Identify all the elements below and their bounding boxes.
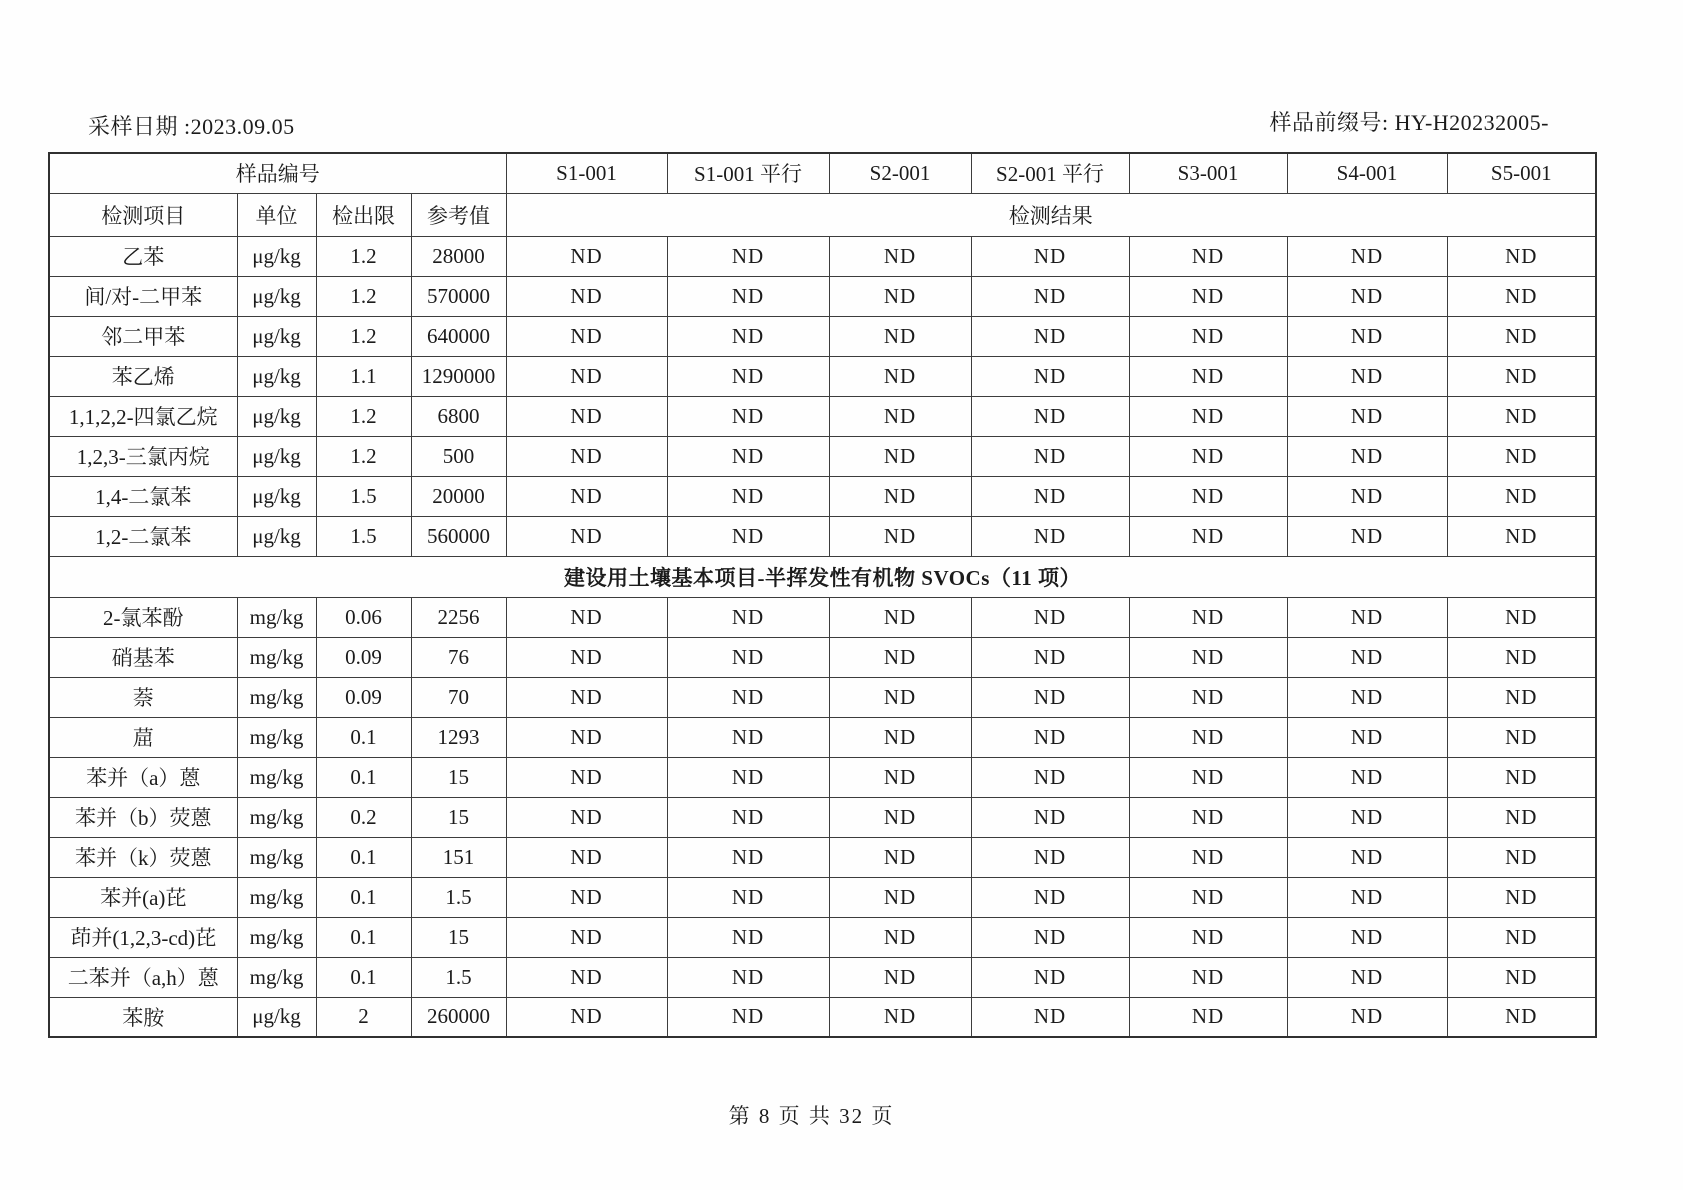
result-cell: ND	[971, 917, 1129, 957]
detection-limit-cell: 1.2	[316, 316, 411, 356]
result-cell: ND	[829, 997, 971, 1037]
result-cell: ND	[1129, 516, 1287, 556]
result-cell: ND	[506, 637, 667, 677]
analyte-row	[49, 837, 1596, 877]
reference-value-cell: 70	[411, 677, 506, 717]
reference-value-cell: 151	[411, 837, 506, 877]
reference-value-cell: 15	[411, 917, 506, 957]
result-cell: ND	[506, 396, 667, 436]
analyte-row	[49, 597, 1596, 637]
analyte-name-cell: 苯胺	[49, 997, 237, 1037]
unit-cell: μg/kg	[237, 396, 316, 436]
result-cell: ND	[829, 957, 971, 997]
unit-cell: μg/kg	[237, 236, 316, 276]
result-cell: ND	[1287, 476, 1447, 516]
result-cell: ND	[667, 957, 829, 997]
result-cell: ND	[1447, 637, 1596, 677]
result-cell: ND	[506, 436, 667, 476]
analyte-name-cell: 间/对-二甲苯	[49, 276, 237, 316]
reference-value-cell: 1.5	[411, 877, 506, 917]
section-title: 建设用土壤基本项目-半挥发性有机物 SVOCs（11 项）	[49, 556, 1596, 597]
result-cell: ND	[667, 276, 829, 316]
result-cell: ND	[829, 917, 971, 957]
unit-cell: μg/kg	[237, 356, 316, 396]
reference-value-cell: 28000	[411, 236, 506, 276]
detection-limit-cell: 0.1	[316, 757, 411, 797]
result-cell: ND	[829, 236, 971, 276]
result-cell: ND	[1447, 957, 1596, 997]
result-cell: ND	[971, 637, 1129, 677]
result-cell: ND	[1287, 597, 1447, 637]
result-cell: ND	[1129, 797, 1287, 837]
result-cell: ND	[971, 436, 1129, 476]
analyte-row	[49, 396, 1596, 436]
result-cell: ND	[1447, 917, 1596, 957]
reference-value-cell: 640000	[411, 316, 506, 356]
result-cell: ND	[1129, 757, 1287, 797]
result-cell: ND	[829, 797, 971, 837]
result-cell: ND	[1129, 637, 1287, 677]
result-cell: ND	[506, 356, 667, 396]
result-cell: ND	[506, 837, 667, 877]
result-cell: ND	[1447, 516, 1596, 556]
result-cell: ND	[971, 997, 1129, 1037]
detection-limit-cell: 1.5	[316, 476, 411, 516]
sample-column-header: S5-001	[1447, 153, 1596, 193]
detection-limit-cell: 0.1	[316, 877, 411, 917]
result-cell: ND	[1287, 757, 1447, 797]
result-cell: ND	[506, 877, 667, 917]
analyte-name-cell: 苯并(a)芘	[49, 877, 237, 917]
result-cell: ND	[829, 276, 971, 316]
analyte-row	[49, 997, 1596, 1037]
result-cell: ND	[667, 877, 829, 917]
detection-limit-cell: 1.2	[316, 436, 411, 476]
unit-cell: mg/kg	[237, 757, 316, 797]
result-cell: ND	[1287, 797, 1447, 837]
result-cell: ND	[1129, 837, 1287, 877]
unit-cell: mg/kg	[237, 637, 316, 677]
result-cell: ND	[667, 516, 829, 556]
page-number: 第 8 页 共 32 页	[728, 1104, 895, 1128]
analyte-name-cell: 苯并（b）荧蒽	[49, 797, 237, 837]
analyte-name-cell: 1,2,3-三氯丙烷	[49, 436, 237, 476]
result-cell: ND	[1129, 877, 1287, 917]
detection-limit-cell: 0.06	[316, 597, 411, 637]
detection-limit-cell: 0.1	[316, 957, 411, 997]
result-cell: ND	[971, 516, 1129, 556]
analyte-name-cell: 1,2-二氯苯	[49, 516, 237, 556]
result-cell: ND	[971, 476, 1129, 516]
result-cell: ND	[1447, 396, 1596, 436]
detection-limit-cell: 0.09	[316, 637, 411, 677]
result-cell: ND	[829, 877, 971, 917]
result-cell: ND	[1287, 637, 1447, 677]
analyte-row	[49, 516, 1596, 556]
result-cell: ND	[1447, 797, 1596, 837]
reference-value-cell: 500	[411, 436, 506, 476]
result-cell: ND	[971, 957, 1129, 997]
result-cell: ND	[506, 597, 667, 637]
sample-column-header: S2-001	[829, 153, 971, 193]
result-cell: ND	[506, 677, 667, 717]
result-cell: ND	[1129, 316, 1287, 356]
unit-cell: μg/kg	[237, 276, 316, 316]
analyte-row	[49, 236, 1596, 276]
result-cell: ND	[829, 637, 971, 677]
result-cell: ND	[667, 236, 829, 276]
reference-value-cell: 15	[411, 757, 506, 797]
result-cell: ND	[1129, 396, 1287, 436]
analyte-row	[49, 276, 1596, 316]
result-cell: ND	[1129, 717, 1287, 757]
analyte-row	[49, 877, 1596, 917]
result-cell: ND	[829, 516, 971, 556]
reference-value-cell: 20000	[411, 476, 506, 516]
result-cell: ND	[1287, 677, 1447, 717]
unit-cell: mg/kg	[237, 837, 316, 877]
result-cell: ND	[506, 236, 667, 276]
result-cell: ND	[506, 957, 667, 997]
detection-limit-header: 检出限	[316, 193, 411, 236]
result-cell: ND	[829, 476, 971, 516]
result-cell: ND	[1447, 316, 1596, 356]
detection-limit-cell: 1.2	[316, 396, 411, 436]
result-cell: ND	[971, 717, 1129, 757]
reference-value-cell: 1.5	[411, 957, 506, 997]
reference-value-header: 参考值	[411, 193, 506, 236]
result-cell: ND	[506, 516, 667, 556]
result-cell: ND	[1129, 436, 1287, 476]
result-cell: ND	[1129, 997, 1287, 1037]
test-item-header: 检测项目	[49, 193, 237, 236]
result-cell: ND	[506, 717, 667, 757]
sample-column-header: S1-001 平行	[667, 153, 829, 193]
result-cell: ND	[667, 637, 829, 677]
result-cell: ND	[971, 597, 1129, 637]
result-cell: ND	[1129, 677, 1287, 717]
analyte-name-cell: 邻二甲苯	[49, 316, 237, 356]
reference-value-cell: 560000	[411, 516, 506, 556]
result-cell: ND	[506, 917, 667, 957]
unit-cell: mg/kg	[237, 597, 316, 637]
result-cell: ND	[1447, 997, 1596, 1037]
result-cell: ND	[506, 476, 667, 516]
result-cell: ND	[971, 236, 1129, 276]
result-cell: ND	[667, 677, 829, 717]
analyte-row	[49, 917, 1596, 957]
reference-value-cell: 76	[411, 637, 506, 677]
analyte-row	[49, 316, 1596, 356]
result-cell: ND	[667, 757, 829, 797]
result-cell: ND	[506, 757, 667, 797]
analyte-name-cell: 萘	[49, 677, 237, 717]
analyte-row	[49, 717, 1596, 757]
sample-column-header: S1-001	[506, 153, 667, 193]
reference-value-cell: 1290000	[411, 356, 506, 396]
result-cell: ND	[1129, 236, 1287, 276]
result-cell: ND	[667, 917, 829, 957]
sample-prefix-label: 样品前缀号: HY-H20232005-	[1269, 110, 1549, 135]
unit-cell: μg/kg	[237, 476, 316, 516]
analyte-name-cell: 苯乙烯	[49, 356, 237, 396]
detection-limit-cell: 1.5	[316, 516, 411, 556]
section-header-row	[49, 556, 1596, 597]
analyte-name-cell: 䓛	[49, 717, 237, 757]
result-cell: ND	[1129, 356, 1287, 396]
result-cell: ND	[1447, 436, 1596, 476]
analyte-row	[49, 436, 1596, 476]
result-cell: ND	[667, 797, 829, 837]
analyte-name-cell: 1,4-二氯苯	[49, 476, 237, 516]
result-cell: ND	[1287, 316, 1447, 356]
analyte-name-cell: 二苯并（a,h）蒽	[49, 957, 237, 997]
result-cell: ND	[829, 316, 971, 356]
unit-cell: mg/kg	[237, 877, 316, 917]
result-cell: ND	[1447, 356, 1596, 396]
result-cell: ND	[1129, 276, 1287, 316]
sample-column-header: S2-001 平行	[971, 153, 1129, 193]
sample-column-header: S3-001	[1129, 153, 1287, 193]
result-cell: ND	[829, 436, 971, 476]
result-cell: ND	[829, 677, 971, 717]
analyte-row	[49, 356, 1596, 396]
result-cell: ND	[1129, 597, 1287, 637]
result-cell: ND	[1447, 837, 1596, 877]
result-cell: ND	[971, 877, 1129, 917]
reference-value-cell: 570000	[411, 276, 506, 316]
result-cell: ND	[1447, 597, 1596, 637]
result-cell: ND	[1447, 877, 1596, 917]
unit-cell: μg/kg	[237, 316, 316, 356]
result-cell: ND	[667, 356, 829, 396]
analyte-name-cell: 茚并(1,2,3-cd)芘	[49, 917, 237, 957]
analyte-name-cell: 苯并（k）荧蒽	[49, 837, 237, 877]
reference-value-cell: 2256	[411, 597, 506, 637]
result-cell: ND	[1447, 276, 1596, 316]
detection-limit-cell: 0.1	[316, 837, 411, 877]
result-cell: ND	[829, 396, 971, 436]
result-cell: ND	[1287, 957, 1447, 997]
result-cell: ND	[667, 396, 829, 436]
analyte-row	[49, 797, 1596, 837]
result-cell: ND	[971, 356, 1129, 396]
result-cell: ND	[1287, 717, 1447, 757]
result-cell: ND	[1287, 917, 1447, 957]
detection-limit-cell: 2	[316, 997, 411, 1037]
result-cell: ND	[971, 837, 1129, 877]
result-cell: ND	[1447, 236, 1596, 276]
result-cell: ND	[506, 316, 667, 356]
result-cell: ND	[667, 717, 829, 757]
result-cell: ND	[506, 276, 667, 316]
detection-limit-cell: 1.1	[316, 356, 411, 396]
result-cell: ND	[1287, 837, 1447, 877]
result-cell: ND	[1287, 276, 1447, 316]
unit-cell: mg/kg	[237, 677, 316, 717]
result-cell: ND	[971, 797, 1129, 837]
sample-column-header: S4-001	[1287, 153, 1447, 193]
unit-cell: mg/kg	[237, 957, 316, 997]
result-cell: ND	[667, 476, 829, 516]
unit-header: 单位	[237, 193, 316, 236]
unit-cell: mg/kg	[237, 717, 316, 757]
reference-value-cell: 260000	[411, 997, 506, 1037]
detection-limit-cell: 0.2	[316, 797, 411, 837]
analyte-name-cell: 2-氯苯酚	[49, 597, 237, 637]
result-cell: ND	[667, 997, 829, 1037]
unit-cell: μg/kg	[237, 516, 316, 556]
result-cell: ND	[1129, 476, 1287, 516]
detection-limit-cell: 0.1	[316, 717, 411, 757]
result-cell: ND	[1129, 957, 1287, 997]
result-cell: ND	[1287, 877, 1447, 917]
result-cell: ND	[1287, 516, 1447, 556]
result-cell: ND	[667, 316, 829, 356]
result-cell: ND	[971, 396, 1129, 436]
detection-limit-cell: 0.09	[316, 677, 411, 717]
result-cell: ND	[829, 356, 971, 396]
result-cell: ND	[506, 797, 667, 837]
result-cell: ND	[829, 717, 971, 757]
detection-limit-cell: 0.1	[316, 917, 411, 957]
result-cell: ND	[829, 597, 971, 637]
analyte-row	[49, 757, 1596, 797]
sampling-date-label: 采样日期 :2023.09.05	[88, 114, 295, 139]
result-cell: ND	[1447, 677, 1596, 717]
unit-cell: mg/kg	[237, 917, 316, 957]
result-cell: ND	[1287, 236, 1447, 276]
detection-limit-cell: 1.2	[316, 276, 411, 316]
unit-cell: μg/kg	[237, 997, 316, 1037]
result-cell: ND	[1287, 997, 1447, 1037]
result-cell: ND	[971, 316, 1129, 356]
reference-value-cell: 15	[411, 797, 506, 837]
result-cell: ND	[1287, 396, 1447, 436]
analyte-name-cell: 乙苯	[49, 236, 237, 276]
result-cell: ND	[1447, 476, 1596, 516]
test-result-header: 检测结果	[506, 193, 1596, 236]
unit-cell: μg/kg	[237, 436, 316, 476]
result-cell: ND	[971, 677, 1129, 717]
result-cell: ND	[829, 757, 971, 797]
result-cell: ND	[667, 436, 829, 476]
result-cell: ND	[971, 276, 1129, 316]
analyte-row	[49, 637, 1596, 677]
result-cell: ND	[1129, 917, 1287, 957]
analyte-name-cell: 苯并（a）蒽	[49, 757, 237, 797]
result-cell: ND	[667, 597, 829, 637]
analyte-row	[49, 957, 1596, 997]
result-cell: ND	[667, 837, 829, 877]
analyte-name-cell: 1,1,2,2-四氯乙烷	[49, 396, 237, 436]
analyte-row	[49, 677, 1596, 717]
sample-id-span-header: 样品编号	[49, 153, 506, 193]
analyte-row	[49, 476, 1596, 516]
sample-header-row	[49, 153, 1596, 193]
result-cell: ND	[971, 757, 1129, 797]
result-cell: ND	[1287, 356, 1447, 396]
result-cell: ND	[1447, 717, 1596, 757]
unit-cell: mg/kg	[237, 797, 316, 837]
result-cell: ND	[1287, 436, 1447, 476]
reference-value-cell: 1293	[411, 717, 506, 757]
results-table	[48, 152, 1597, 1038]
analyte-name-cell: 硝基苯	[49, 637, 237, 677]
result-cell: ND	[1447, 757, 1596, 797]
result-cell: ND	[506, 997, 667, 1037]
detection-limit-cell: 1.2	[316, 236, 411, 276]
result-cell: ND	[829, 837, 971, 877]
column-header-row	[49, 193, 1596, 236]
reference-value-cell: 6800	[411, 396, 506, 436]
